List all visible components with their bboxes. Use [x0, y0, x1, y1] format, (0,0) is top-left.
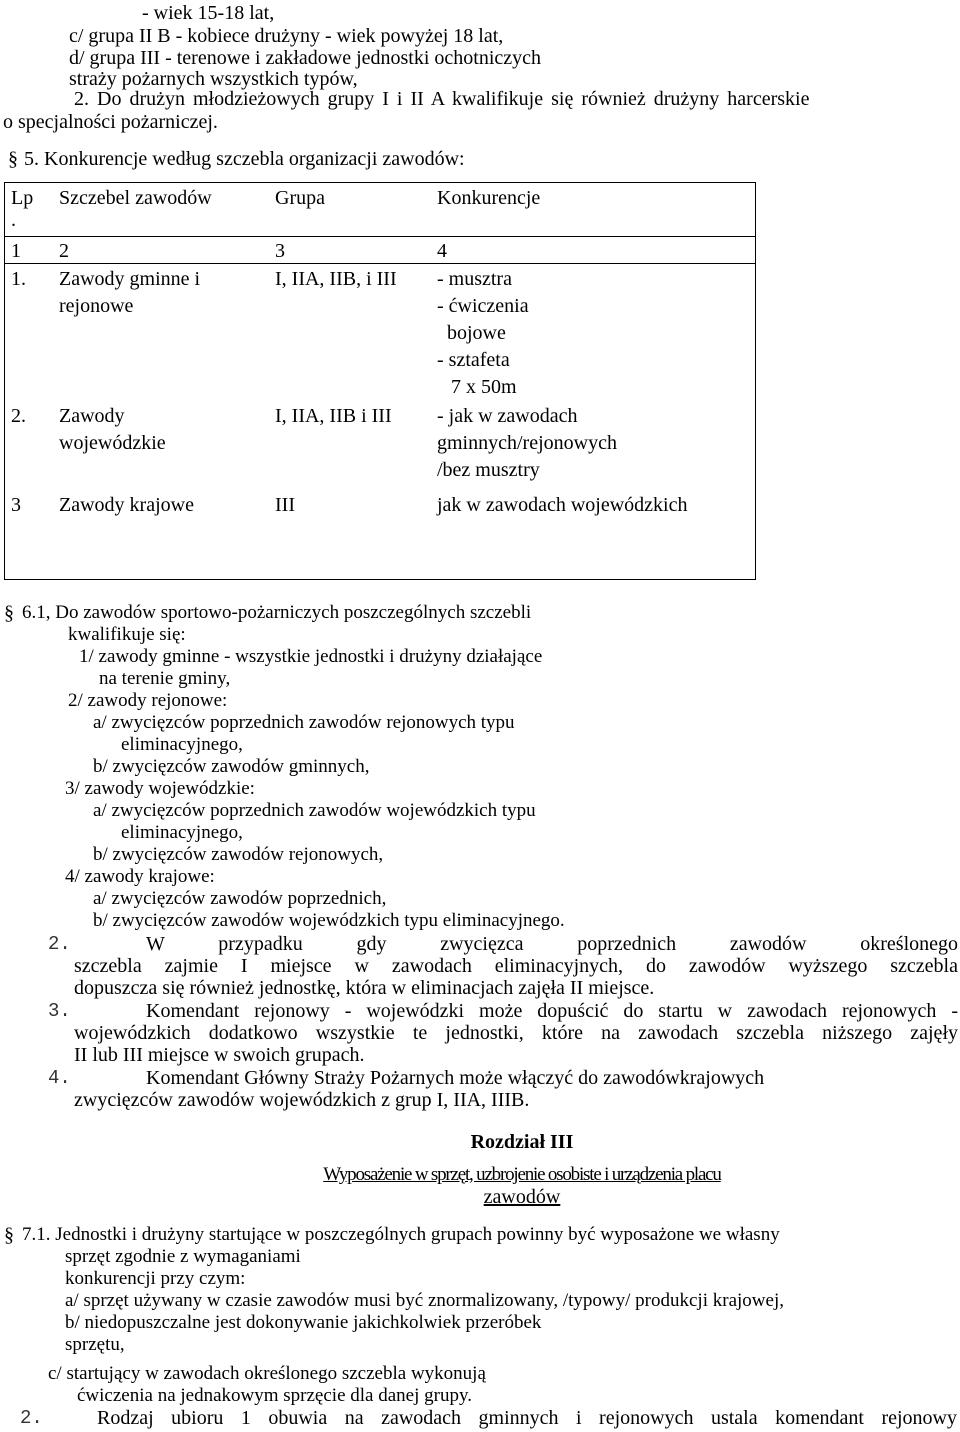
section-heading: 5. Konkurencje według szczebla organizacji zawodów:: [24, 148, 465, 170]
row-level: rejonowe: [59, 295, 134, 317]
row-group: I, IIA, IIB, i III: [275, 268, 397, 290]
text-line: konkurencji przy czym:: [65, 1268, 246, 1289]
text-line: kwalifikuje się:: [68, 624, 186, 645]
text-line: eliminacyjnego,: [121, 734, 243, 755]
text-line: 7.1. Jednostki i drużyny startujące w poszczególnych grupach powinny być wyposażone we własny: [22, 1224, 780, 1245]
row-event: - ćwiczenia: [437, 295, 529, 317]
column-number: 2: [59, 240, 69, 262]
chapter-subtitle: zawodów: [483, 1186, 561, 1208]
row-level: Zawody krajowe: [59, 494, 194, 516]
text-line: b/ zwycięzców zawodów wojewódzkich typu eliminacyjnego.: [93, 910, 565, 931]
row-level: Zawody: [59, 405, 125, 427]
text-line: straży pożarnych wszystkich typów,: [69, 68, 358, 90]
text-line: 2/ zawody rejonowe:: [68, 690, 228, 711]
text-line: sprzęt zgodnie z wymaganiami: [65, 1246, 301, 1267]
text-line: a/ zwycięzców zawodów poprzednich,: [93, 888, 387, 909]
row-event: - sztafeta: [437, 349, 510, 371]
text-line: 1/ zawody gminne - wszystkie jednostki i drużyny działające: [79, 646, 543, 667]
header-events: Konkurencje: [437, 187, 541, 209]
text-line: W przypadku gdy zwycięzca poprzednich zawodów określonego: [146, 933, 958, 955]
paragraph-number: 3.: [48, 1000, 71, 1022]
row-lp: 3: [11, 494, 21, 516]
chapter-title: Rozdział III: [470, 1131, 574, 1153]
text-line: szczebla zajmie I miejsce w zawodach eliminacyjnych, do zawodów wyższego szczebla: [74, 955, 958, 977]
section-symbol: §: [4, 1224, 14, 1246]
text-line: sprzętu,: [65, 1334, 125, 1355]
header-group: Grupa: [275, 187, 325, 209]
text-line: - wiek 15-18 lat,: [142, 2, 275, 24]
text-line: c/ startujący w zawodach określonego szczebla wykonują: [48, 1363, 486, 1384]
paragraph-number: 2.: [48, 933, 71, 955]
row-event: - jak w zawodach: [437, 405, 578, 427]
text-line: o specjalności pożarniczej.: [3, 111, 218, 133]
text-line: b/ niedopuszczalne jest dokonywanie jakichkolwiek przeróbek: [65, 1312, 542, 1333]
text-line: II lub III miejsce w swoich grupach.: [74, 1044, 365, 1066]
row-event: - musztra: [437, 268, 512, 290]
row-level: Zawody gminne i: [59, 268, 201, 290]
row-level: wojewódzkie: [59, 432, 166, 454]
row-lp: 1.: [11, 268, 26, 290]
table-divider: [5, 263, 755, 264]
text-line: a/ sprzęt używany w czasie zawodów musi być znormalizowany, /typowy/ produkcji krajowej,: [65, 1290, 784, 1311]
chapter-subtitle: Wyposażenie w sprzęt, uzbrojenie osobiste i urządzenia placu: [323, 1164, 721, 1185]
text-line: 3/ zawody wojewódzkie:: [65, 778, 255, 799]
row-event: /bez musztry: [437, 459, 540, 481]
row-lp: 2.: [11, 405, 26, 427]
section-symbol: §: [4, 602, 14, 624]
text-line: c/ grupa II B - kobiece drużyny - wiek powyżej 18 lat,: [69, 25, 504, 47]
text-line: dopuszcza się również jednostkę, która w eliminacjach zajęła II miejsce.: [74, 977, 655, 999]
text-line: Komendant Główny Straży Pożarnych może włączyć do zawodówkrajowych: [146, 1067, 765, 1089]
row-group: III: [275, 494, 295, 516]
section-symbol: §: [8, 148, 18, 170]
row-event: jak w zawodach wojewódzkich: [437, 494, 688, 516]
text-line: 4/ zawody krajowe:: [65, 866, 215, 887]
text-line: d/ grupa III - terenowe i zakładowe jednostki ochotniczych: [69, 47, 542, 69]
text-line: 6.1, Do zawodów sportowo-pożarniczych poszczególnych szczebli: [22, 602, 532, 623]
paragraph-number: 4.: [48, 1067, 71, 1089]
paragraph-number: 2.: [20, 1407, 43, 1429]
text-line: a/ zwycięzców poprzednich zawodów rejonowych typu: [93, 712, 515, 733]
column-number: 1: [11, 240, 21, 262]
text-line: b/ zwycięzców zawodów rejonowych,: [93, 844, 384, 865]
competition-table: [4, 182, 756, 580]
header-level: Szczebel zawodów: [59, 187, 212, 209]
row-event: 7 x 50m: [451, 376, 517, 398]
column-number: 4: [437, 240, 447, 262]
header-lp-dot: .: [11, 209, 16, 231]
text-line: ćwiczenia na jednakowym sprzęcie dla danej grupy.: [77, 1385, 472, 1406]
row-group: I, IIA, IIB i III: [275, 405, 392, 427]
text-line: 2. Do drużyn młodzieżowych grupy I i II A kwalifikuje się również drużyny harcerskie: [74, 88, 810, 110]
text-line: a/ zwycięzców poprzednich zawodów wojewódzkich typu: [93, 800, 536, 821]
text-line: Komendant rejonowy - wojewódzki może dopuścić do startu w zawodach rejonowych -: [146, 1000, 958, 1022]
header-lp: Lp: [11, 187, 34, 209]
column-number: 3: [275, 240, 285, 262]
text-line: na terenie gminy,: [99, 668, 231, 689]
text-line: eliminacyjnego,: [121, 822, 243, 843]
text-line: zwycięzców zawodów wojewódzkich z grup I, IIA, IIIB.: [74, 1089, 530, 1111]
row-event: gminnych/rejonowych: [437, 432, 617, 454]
row-event: bojowe: [447, 322, 506, 344]
text-line: Rodzaj ubioru 1 obuwia na zawodach gminnych i rejonowych ustala komendant rejonowy: [97, 1407, 957, 1429]
text-line: b/ zwycięzców zawodów gminnych,: [93, 756, 370, 777]
text-line: wojewódzkich dodatkowo wszystkie te jednostki, które na zawodach szczebla niższego zajęły: [74, 1022, 958, 1044]
table-divider: [5, 236, 755, 237]
